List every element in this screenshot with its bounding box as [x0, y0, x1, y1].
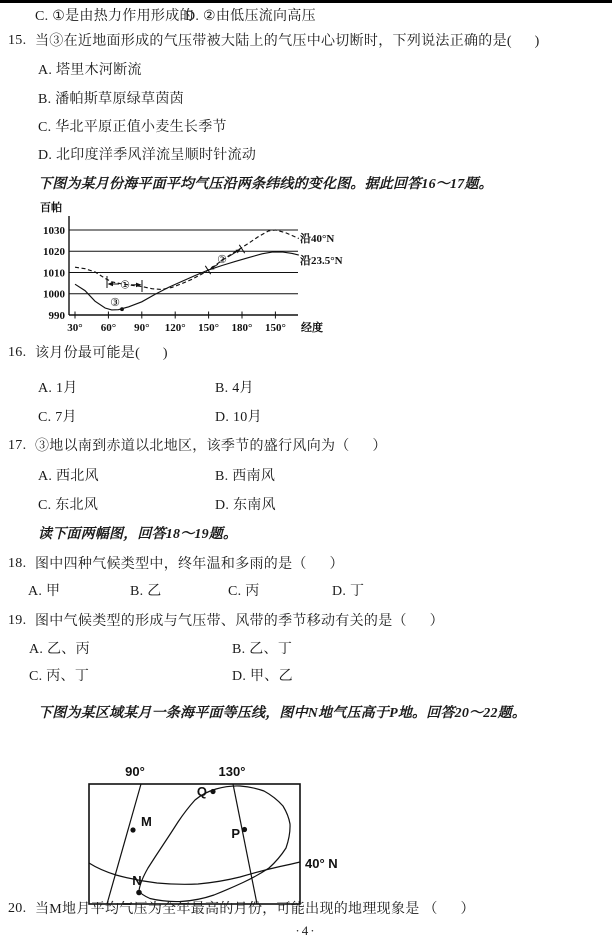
q16-stem: 该月份最可能是( ) — [35, 346, 168, 361]
q16-option-c: C. 7月 — [38, 410, 77, 425]
page-number: ·4· — [295, 923, 317, 938]
q20-number: 20. — [8, 901, 27, 916]
annotation-2-label: ② — [217, 254, 227, 266]
x-tick-label-6: 150° — [264, 322, 286, 334]
q19-option-c: C. 丙、丁 — [29, 669, 90, 684]
scan-top-edge — [0, 0, 612, 3]
y-tick-label-1030: 1030 — [43, 224, 65, 237]
series-line-40n — [75, 230, 299, 290]
annotation-1 — [107, 276, 142, 292]
isobar-line — [139, 786, 290, 902]
q19-option-d: D. 甲、乙 — [232, 669, 293, 684]
q18-option-a: A. 甲 — [28, 584, 61, 599]
y-tick-label-1020: 1020 — [43, 246, 65, 259]
longitude-130-label: 130° — [218, 764, 246, 779]
x-tick-label-3: 120° — [164, 322, 186, 334]
q15-option-c: C. 华北平原正值小麦生长季节 — [38, 120, 227, 135]
q19-stem: 图中气候类型的形成与气压带、风带的季节移动有关的是（ ） — [35, 614, 444, 629]
q15-option-a: A. 塔里木河断流 — [38, 63, 142, 78]
isobar-map-diagram — [78, 758, 350, 910]
q17-option-b: B. 西南风 — [215, 469, 276, 484]
q15-option-b: B. 潘帕斯草原绿草茵茵 — [38, 92, 184, 107]
q18-option-d: D. 丁 — [332, 584, 365, 599]
point-m-label: M — [141, 814, 152, 829]
parallel-40n — [89, 862, 300, 884]
annotation-3 — [110, 297, 124, 311]
chart-series-lines — [75, 230, 299, 310]
q19-option-b: B. 乙、丁 — [232, 642, 293, 657]
x-axis-unit-label: 经度 — [301, 322, 323, 334]
q16-option-a: A. 1月 — [38, 381, 78, 396]
x-tick-label-0: 30° — [67, 322, 83, 334]
q17-option-a: A. 西北风 — [38, 469, 99, 484]
annotation-3-label: ③ — [110, 297, 120, 309]
q18-number: 18. — [8, 556, 27, 571]
latitude-40n-label: 40° N — [305, 856, 338, 871]
q20-stem: 当M地月平均气压为全年最高的月份，可能出现的地理现象是 （ ） — [35, 902, 475, 917]
prev-option-d: D. ②由低压流向高压 — [185, 9, 316, 24]
q16-option-d: D. 10月 — [215, 410, 262, 425]
y-tick-label-1000: 1000 — [43, 288, 65, 301]
series-label-40n: 沿40°N — [300, 233, 335, 245]
point-n-label: N — [132, 873, 142, 888]
q18-stem: 图中四种气候类型中，终年温和多雨的是（ ） — [35, 557, 344, 572]
point-m-dot — [130, 827, 135, 832]
longitude-90-label: 90° — [125, 764, 145, 779]
q15-number: 15. — [8, 33, 27, 48]
intro-16-17: 下图为某月份海平面平均气压沿两条纬线的变化图。据此回答16～17题。 — [38, 177, 493, 192]
x-tick-label-4: 150° — [198, 322, 220, 334]
annotation-3-dot — [120, 307, 124, 311]
y-tick-label-990: 990 — [48, 309, 65, 322]
intro-20-22: 下图为某区域某月一条海平面等压线，图中N地气压高于P地。回答20～22题。 — [38, 706, 527, 721]
q17-option-d: D. 东南风 — [215, 498, 276, 513]
q15-stem: 当③在近地面形成的气压带被大陆上的气压中心切断时，下列说法正确的是( ) — [35, 34, 540, 49]
point-q-dot — [210, 789, 215, 794]
point-p-label: P — [231, 826, 240, 841]
intro-18-19: 读下面两幅图，回答18～19题。 — [38, 527, 238, 542]
x-tick-label-2: 90° — [134, 322, 150, 334]
y-axis-unit-label: 百帕 — [40, 202, 62, 214]
q17-number: 17. — [8, 438, 27, 453]
q15-option-d: D. 北印度洋季风洋流呈顺时针流动 — [38, 148, 257, 163]
pressure-variation-chart — [38, 196, 368, 338]
series-line-23-5n — [75, 252, 299, 310]
map-frame — [89, 784, 300, 904]
chart-gridlines — [43, 225, 298, 322]
q18-option-c: C. 丙 — [228, 584, 260, 599]
y-tick-label-1010: 1010 — [43, 267, 65, 280]
q19-number: 19. — [8, 613, 27, 628]
q19-option-a: A. 乙、丙 — [29, 642, 90, 657]
x-tick-label-1: 60° — [100, 322, 117, 334]
q17-stem: ③地以南到赤道以北地区，该季节的盛行风向为（ ） — [35, 439, 387, 454]
prev-option-c: C. ①是由热力作用形成的 — [35, 9, 194, 24]
q18-option-b: B. 乙 — [130, 584, 162, 599]
point-q-label: Q — [196, 784, 207, 799]
annotation-1-label: ① — [120, 279, 130, 292]
q16-number: 16. — [8, 345, 27, 360]
q17-option-c: C. 东北风 — [38, 498, 99, 513]
point-p-dot — [242, 827, 247, 832]
q16-option-b: B. 4月 — [215, 381, 254, 396]
x-tick-label-5: 180° — [231, 322, 253, 334]
point-n-dot — [136, 890, 142, 896]
series-label-23-5n: 沿23.5°N — [300, 255, 343, 267]
